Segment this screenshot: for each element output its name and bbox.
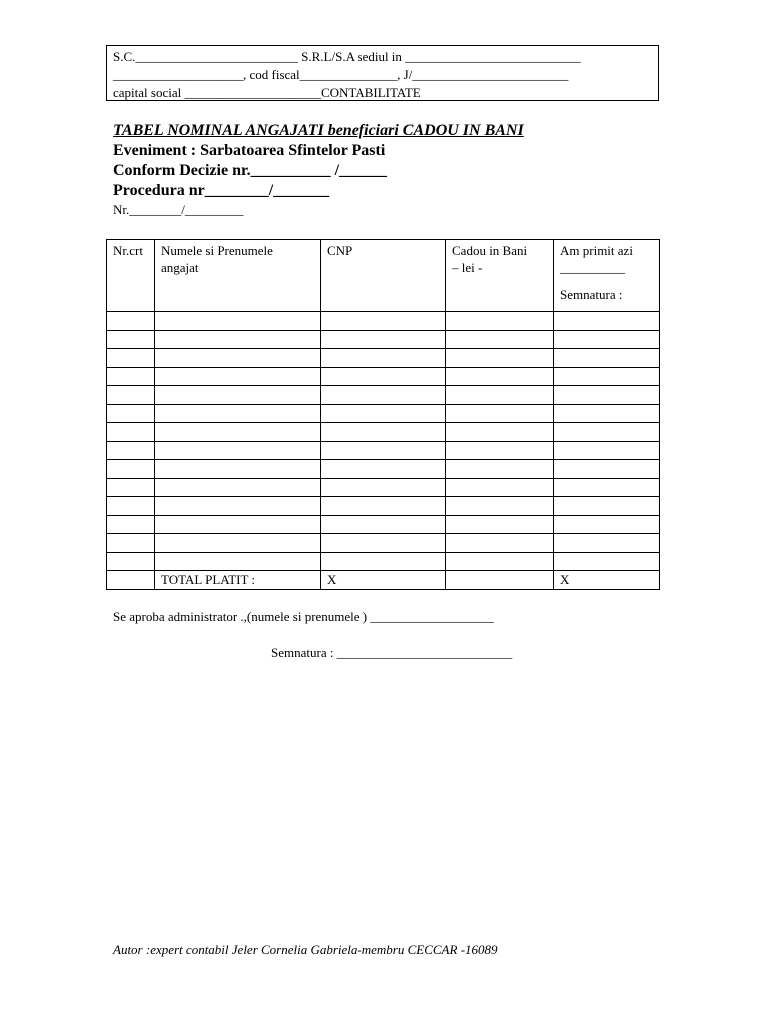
header-nr-crt [107,240,155,312]
header-nr-label: Nr.crt [113,243,143,258]
table-row [107,552,660,571]
cell-signature [554,534,660,553]
cell-nr [107,386,155,405]
header-line-fiscal: ____________________, cod fiscal_______________, J/________________________ [113,67,569,82]
cell-name [155,534,321,553]
table-row [107,515,660,534]
cell-signature [554,330,660,349]
cell-cash [446,497,554,516]
table-header-row [107,240,660,312]
cell-cnp [321,478,446,497]
employees-table [106,239,660,590]
cell-cash [446,460,554,479]
cell-cnp [321,497,446,516]
cell-signature [554,478,660,497]
header-cnp-label: CNP [327,243,353,258]
cell-signature [554,552,660,571]
header-received-label-1: Am primit azi [560,243,633,258]
cell-signature [554,515,660,534]
cell-name [155,367,321,386]
cell-cnp [321,330,446,349]
table-row [107,441,660,460]
total-row [107,571,660,590]
header-received-label-2: __________ [560,260,625,275]
cell-nr [107,497,155,516]
header-line-company: S.C._________________________ S.R.L/S.A sediul in ___________________________ [113,49,581,64]
table-row [107,478,660,497]
cell-name [155,423,321,442]
cell-name [155,386,321,405]
number-line: Nr.________/_________ [113,202,244,217]
header-line-capital: capital social _____________________CONTABILITATE [113,85,421,100]
cell-cash [446,312,554,331]
cell-cnp [321,552,446,571]
cell-cnp [321,423,446,442]
header-name [155,240,321,312]
cell-cash [446,404,554,423]
cell-nr [107,404,155,423]
approval-line: Se aproba administrator .,(numele si prenumele ) ___________________ [113,609,494,624]
procedure-line: Procedura nr________/_______ [113,182,330,199]
table-row [107,367,660,386]
cell-cash [446,515,554,534]
cell-name [155,441,321,460]
cell-cash [446,367,554,386]
cell-cnp [321,534,446,553]
cell-signature [554,497,660,516]
cell-nr [107,534,155,553]
table-row [107,497,660,516]
cell-name [155,460,321,479]
cell-signature [554,367,660,386]
cell-cash [446,423,554,442]
total-received-mark: X [554,571,660,590]
cell-cnp [321,386,446,405]
cell-name [155,478,321,497]
header-received [554,240,660,312]
header-name-label-2: angajat [161,260,199,275]
cell-cnp [321,441,446,460]
cell-signature [554,423,660,442]
cell-cnp [321,367,446,386]
table-row [107,460,660,479]
cell-nr [107,552,155,571]
decision-line: Conform Decizie nr.__________ /______ [113,162,388,179]
cell-nr [107,441,155,460]
cell-cash [446,386,554,405]
cell-cash [446,349,554,368]
total-label: TOTAL PLATIT : [155,571,321,590]
cell-signature [554,312,660,331]
cell-cash [446,552,554,571]
cell-signature [554,460,660,479]
cell-cash [446,478,554,497]
header-name-label-1: Numele si Prenumele [161,243,273,258]
cell-name [155,404,321,423]
table-row [107,349,660,368]
cell-nr [107,423,155,442]
table-row [107,423,660,442]
header-cnp [321,240,446,312]
header-cash-label-2: – lei - [452,260,483,275]
header-received-label-3: Semnatura : [560,287,623,302]
cell-cnp [321,460,446,479]
cell-nr [107,330,155,349]
cell-name [155,312,321,331]
table-row [107,312,660,331]
cell-nr [107,460,155,479]
cell-cnp [321,349,446,368]
cell-nr [107,312,155,331]
table-row [107,330,660,349]
cell-name [155,349,321,368]
table-row [107,404,660,423]
cell-nr [107,515,155,534]
event-line: Eveniment : Sarbatoarea Sfintelor Pasti [113,142,386,159]
cell-cnp [321,312,446,331]
cell-signature [554,441,660,460]
cell-name [155,552,321,571]
cell-signature [554,404,660,423]
cell-name [155,330,321,349]
total-cnp-mark: X [321,571,446,590]
signature-line: Semnatura : ___________________________ [271,645,513,660]
cell-cnp [321,404,446,423]
cell-cash [446,534,554,553]
cell-cnp [321,515,446,534]
cell-signature [554,349,660,368]
total-cash-value [446,571,554,590]
table-row [107,534,660,553]
cell-signature [554,386,660,405]
cell-nr [107,367,155,386]
header-cash-label-1: Cadou in Bani [452,243,528,258]
author-footer: Autor :expert contabil Jeler Cornelia Gabriela-membru CECCAR -16089 [113,942,498,957]
cell-name [155,515,321,534]
title-block [113,121,524,219]
cell-cash [446,441,554,460]
company-header-box [106,45,659,101]
cell-nr [107,478,155,497]
table-row [107,386,660,405]
table-body [107,312,660,571]
header-cash [446,240,554,312]
document-title: TABEL NOMINAL ANGAJATI beneficiari CADOU IN BANI [113,122,524,139]
cell-name [155,497,321,516]
total-cell-nr [107,571,155,590]
cell-cash [446,330,554,349]
cell-nr [107,349,155,368]
